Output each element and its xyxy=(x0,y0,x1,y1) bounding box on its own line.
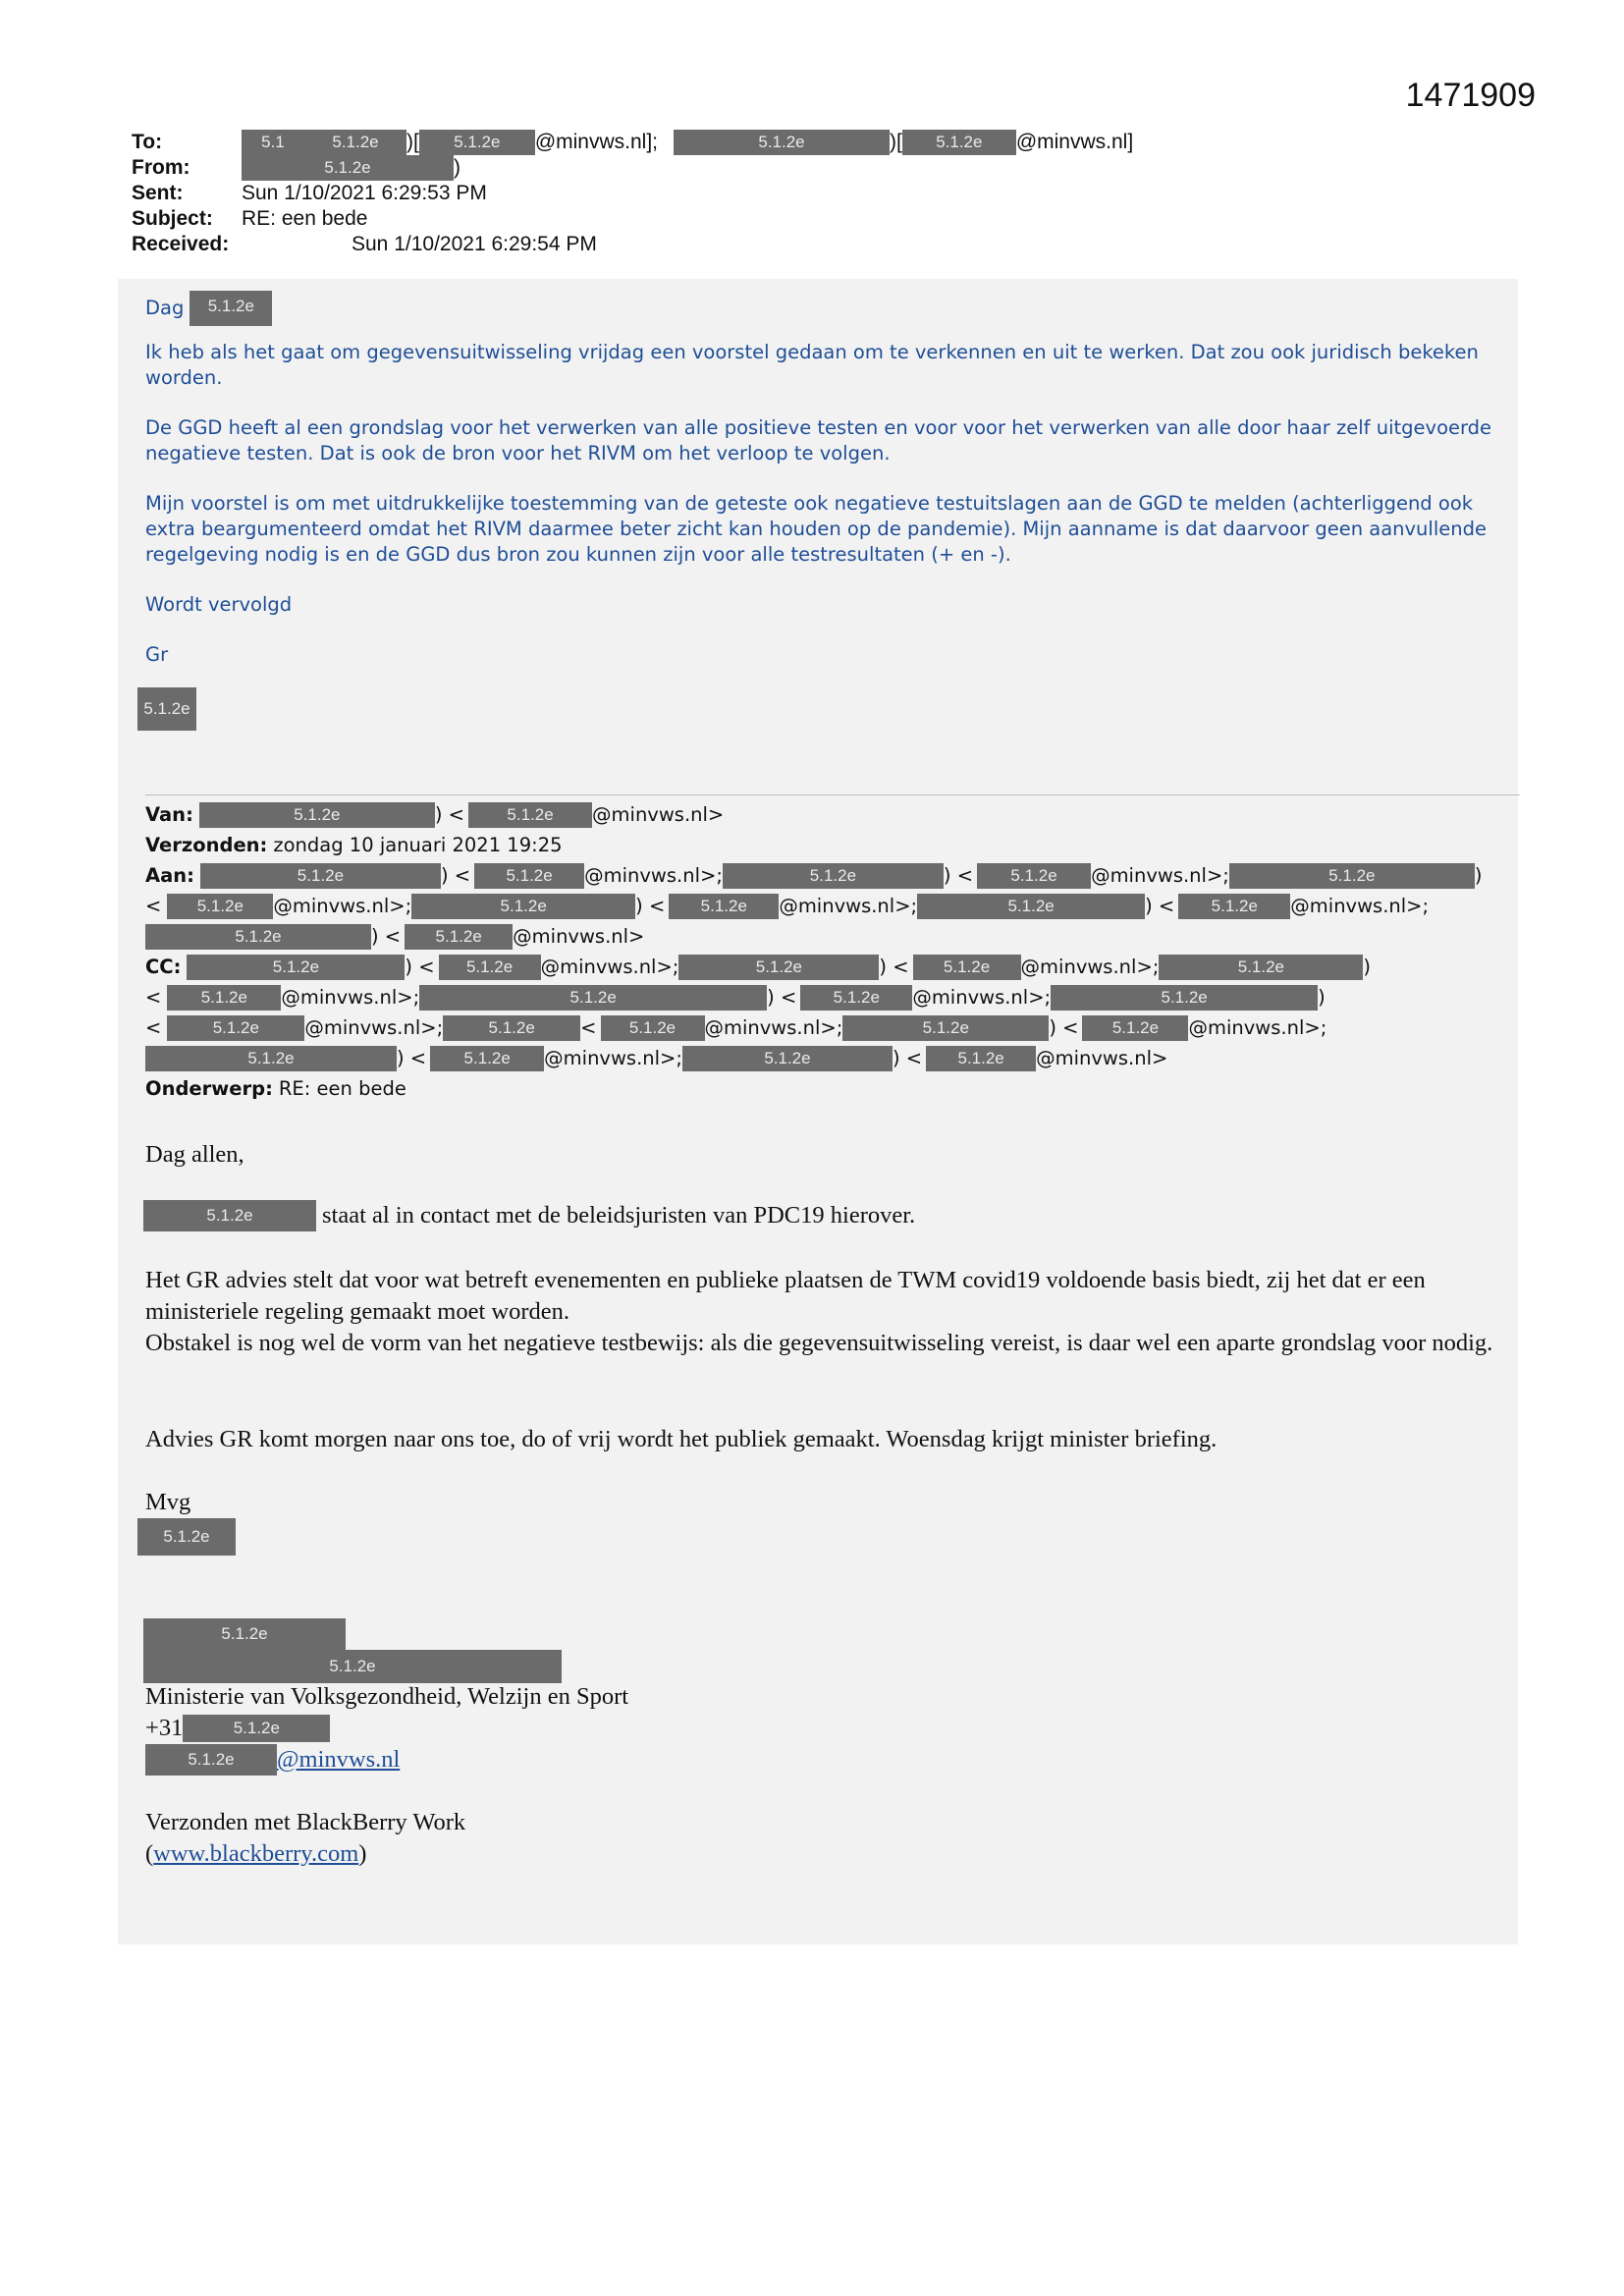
redaction: 5.1.2e xyxy=(800,985,912,1011)
sent-row xyxy=(132,181,1408,206)
reply-paragraph-1: Ik heb als het gaat om gegevensuitwisseling vrijdag een voorstel gedaan om te verkennen en uit te werken. Dat zou ook juridisch bekeken worden. xyxy=(145,341,1479,389)
domain-text: @minvws.nl]; xyxy=(534,131,658,153)
redaction: 5.1.2e xyxy=(842,1015,1049,1041)
body-paragraph-3: Advies GR komt morgen naar ons toe, do of vrij wordt het publiek gemaakt. Woensdag krijgt minister briefing. xyxy=(145,1426,1218,1452)
redaction: 5.1.2e xyxy=(167,985,281,1011)
redaction: 5.1.2e xyxy=(682,1046,893,1071)
redaction: 5.1.2e xyxy=(304,130,406,155)
email-link[interactable]: @minvws.nl xyxy=(277,1746,401,1773)
redaction: 5.1.2e xyxy=(1159,955,1363,980)
forwarded-header xyxy=(145,799,1500,1104)
received-row xyxy=(132,232,1408,257)
redaction: 5.1.2e xyxy=(143,1618,346,1650)
from-label: From: xyxy=(132,156,190,179)
reply-greeting: Dag 5.1.2e xyxy=(145,291,272,326)
redaction: 5.1.2e xyxy=(977,863,1091,889)
email-line xyxy=(145,1744,400,1776)
body-paragraph-2b: Obstakel is nog wel de vorm van het negatieve testbewijs: als die gegevensuitwisseling vereist, is daar wel een aparte grondslag voor nodig. xyxy=(145,1330,1493,1356)
redaction: 5.1.2e xyxy=(913,955,1021,980)
body-paragraph-2a: Het GR advies stelt dat voor wat betreft evenementen en publieke plaatsen de TWM covid19 voldoende basis biedt, zij het dat er een ministeriele regeling gemaakt moet worden. xyxy=(145,1267,1426,1325)
sent-label: Sent: xyxy=(132,182,184,204)
onderwerp-row: Onderwerp: RE: een bede xyxy=(145,1077,406,1100)
reply-paragraph-3: Mijn voorstel is om met uitdrukkelijke toestemming van de geteste ook negatieve testuitslagen aan de GGD te melden (achterliggend ook extra beargumenteerd omdat het RIVM daarmee beter zicht kan houden op de pandemie). Mijn aanname is dat daarvoor geen aanvullende regelgeving nodig is en de GGD dus bron zou kunnen zijn voor alle testresultaten (+ en -). xyxy=(145,492,1487,566)
redaction: 5.1.2e xyxy=(143,1650,562,1683)
redaction: 5.1 xyxy=(242,130,304,155)
subject-row xyxy=(132,206,1408,232)
redaction: 5.1.2e xyxy=(145,1046,397,1071)
to-row xyxy=(132,130,1408,155)
redaction: 5.1.2e xyxy=(474,863,584,889)
subject-value: RE: een bede xyxy=(242,207,368,230)
phone-line: +31 5.1.2e xyxy=(145,1713,330,1744)
redaction: 5.1.2e xyxy=(167,894,273,919)
redaction: 5.1.2e xyxy=(419,130,535,155)
redaction: 5.1.2e xyxy=(167,1015,304,1041)
reply-paragraph-4: Wordt vervolgd xyxy=(145,593,293,616)
redaction: 5.1.2e xyxy=(137,1518,236,1556)
sent-value: Sun 1/10/2021 6:29:53 PM xyxy=(242,182,487,204)
redaction: 5.1.2e xyxy=(902,130,1016,155)
redaction: 5.1.2e xyxy=(917,894,1145,919)
redaction: 5.1.2e xyxy=(189,291,272,326)
body-greeting: Dag allen, xyxy=(145,1141,244,1168)
reply-signoff: Gr xyxy=(145,643,169,666)
aan-row-3: 5.1.2e ) < 5.1.2e @minvws.nl> xyxy=(145,921,1500,952)
redaction: 5.1.2e xyxy=(411,894,635,919)
body-line-1: 5.1.2e staat al in contact met de beleidsjuristen van PDC19 hierover. xyxy=(145,1200,915,1231)
body-closing: Mvg xyxy=(145,1489,191,1515)
ministry-name: Ministerie van Volksgezondheid, Welzijn en Sport xyxy=(145,1683,629,1710)
domain-text: @minvws.nl] xyxy=(1015,131,1134,153)
received-label: Received: xyxy=(132,233,230,255)
bracket: )[ xyxy=(406,131,419,153)
redaction: 5.1.2e xyxy=(674,130,890,155)
redaction: 5.1.2e xyxy=(669,894,779,919)
received-value: Sun 1/10/2021 6:29:54 PM xyxy=(352,233,597,255)
redaction: 5.1.2e xyxy=(678,955,879,980)
from-row xyxy=(132,155,1408,181)
aan-row-2: < 5.1.2e @minvws.nl>; 5.1.2e ) < 5.1.2e @minvws.nl>; 5.1.2e ) < 5.1.2e @minvws.nl>; xyxy=(145,895,1430,917)
redaction: 5.1.2e xyxy=(419,985,767,1011)
aan-row: Aan: 5.1.2e ) < 5.1.2e @minvws.nl>; 5.1.2e ) < 5.1.2e @minvws.nl>; 5.1.2e ) xyxy=(145,864,1483,887)
redaction: 5.1.2e xyxy=(145,1744,277,1776)
verzonden-row: Verzonden: zondag 10 januari 2021 19:25 xyxy=(145,834,563,856)
document-number: 1471909 xyxy=(1405,77,1536,114)
redaction: 5.1.2e xyxy=(199,802,435,828)
redaction: 5.1.2e xyxy=(1229,863,1475,889)
sent-with: Verzonden met BlackBerry Work xyxy=(145,1809,466,1835)
redaction: 5.1.2e xyxy=(145,924,371,950)
redaction: 5.1.2e xyxy=(439,955,541,980)
message-body xyxy=(118,279,1518,1944)
redaction: 5.1.2e xyxy=(468,802,592,828)
van-row: Van: 5.1.2e ) < 5.1.2e @minvws.nl> xyxy=(145,803,725,826)
subject-label: Subject: xyxy=(132,207,213,230)
divider xyxy=(145,794,1520,795)
redaction: 5.1.2e xyxy=(1051,985,1318,1011)
cc-row: CC: 5.1.2e ) < 5.1.2e @minvws.nl>; 5.1.2e ) < 5.1.2e @minvws.nl>; 5.1.2e ) xyxy=(145,956,1371,978)
redaction: 5.1.2e xyxy=(926,1046,1036,1071)
cc-row-2: < 5.1.2e @minvws.nl>; 5.1.2e ) < 5.1.2e @minvws.nl>; 5.1.2e ) xyxy=(145,986,1326,1009)
reply-paragraph-2: De GGD heeft al een grondslag voor het verwerken van alle positieve testen en voor voor het verwerken van alle door haar zelf uitgevoerde negatieve testen. Dat is ook de bron voor het RIVM om het verloop te volgen. xyxy=(145,416,1492,465)
bracket: ) xyxy=(454,156,460,179)
blackberry-line: (www.blackberry.com) xyxy=(145,1840,367,1867)
redaction: 5.1.2e xyxy=(242,155,454,181)
redaction: 5.1.2e xyxy=(405,924,513,950)
redaction: 5.1.2e xyxy=(1082,1015,1188,1041)
cc-row-3: < 5.1.2e @minvws.nl>; 5.1.2e < 5.1.2e @minvws.nl>; 5.1.2e ) < 5.1.2e @minvws.nl>; xyxy=(145,1016,1327,1039)
redaction: 5.1.2e xyxy=(143,1200,316,1231)
redaction: 5.1.2e xyxy=(723,863,944,889)
redaction: 5.1.2e xyxy=(443,1015,580,1041)
blackberry-link[interactable]: www.blackberry.com xyxy=(153,1840,359,1867)
email-header xyxy=(132,130,1408,257)
redaction: 5.1.2e xyxy=(430,1046,544,1071)
redaction: 5.1.2e xyxy=(183,1715,330,1742)
signature-redaction: 5.1.2e xyxy=(137,687,196,731)
redaction: 5.1.2e xyxy=(200,863,441,889)
bracket: )[ xyxy=(890,131,902,153)
redaction: 5.1.2e xyxy=(187,955,405,980)
redaction: 5.1.2e xyxy=(1178,894,1290,919)
to-label: To: xyxy=(132,131,163,153)
cc-row-4: 5.1.2e ) < 5.1.2e @minvws.nl>; 5.1.2e ) < 5.1.2e @minvws.nl> xyxy=(145,1043,1500,1073)
redaction: 5.1.2e xyxy=(601,1015,705,1041)
